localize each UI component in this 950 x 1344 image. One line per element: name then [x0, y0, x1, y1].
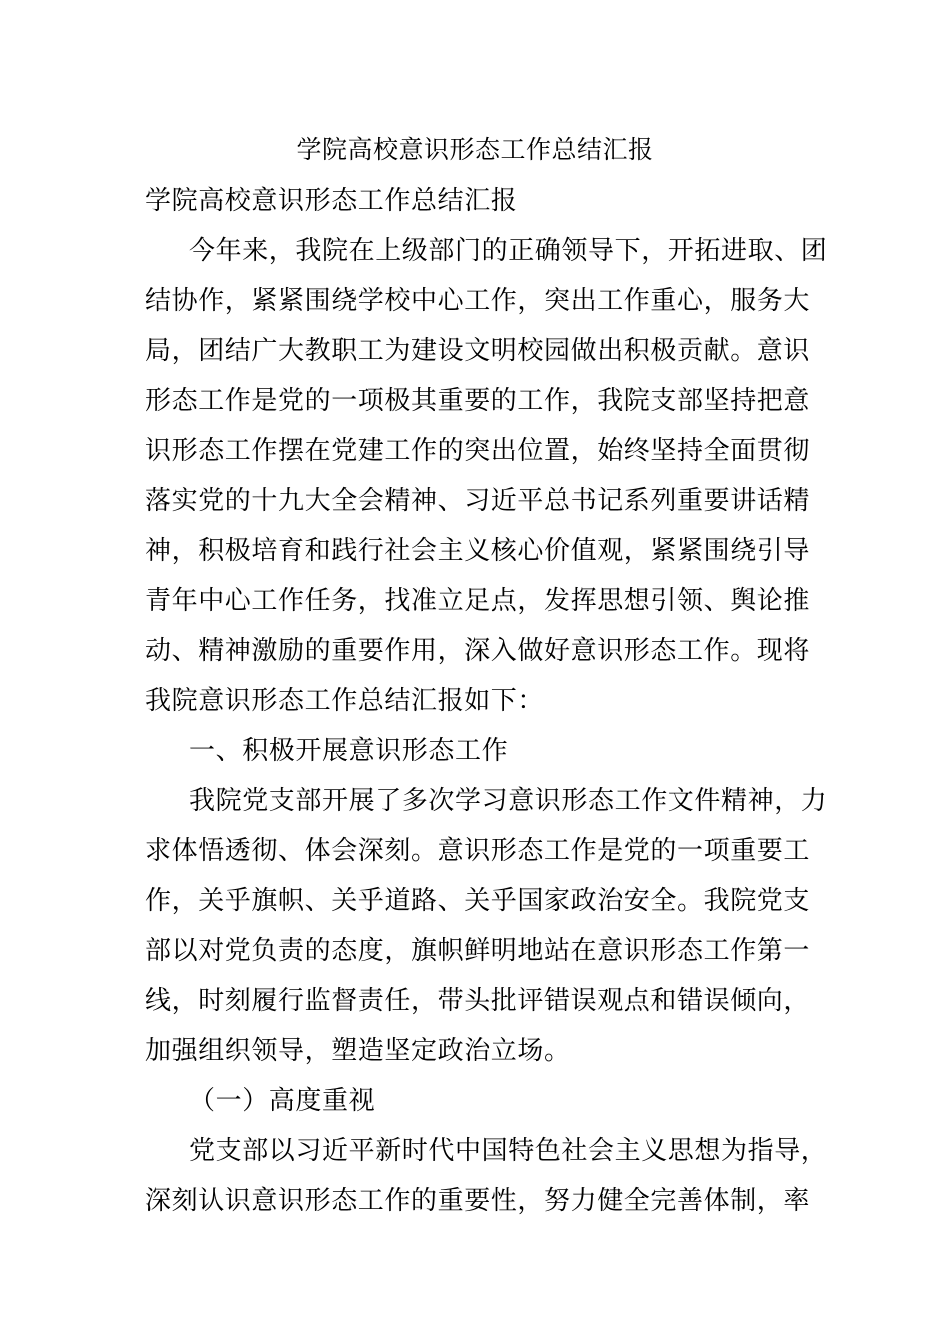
body-line: 神，积极培育和践行社会主义核心价值观，紧紧围绕引导	[145, 536, 811, 566]
body-line: 青年中心工作任务，找准立足点，发挥思想引领、舆论推	[145, 586, 811, 616]
body-line: 今年来，我院在上级部门的正确领导下，开拓进取、团	[189, 236, 828, 266]
document-title: 学院高校意识形态工作总结汇报	[296, 135, 654, 164]
body-line: 加强组织领导，塑造坚定政治立场。	[145, 1036, 571, 1066]
subsection-heading: （一）高度重视	[189, 1086, 376, 1116]
body-line: 求体悟透彻、体会深刻。意识形态工作是党的一项重要工	[145, 836, 811, 866]
body-line: 我院意识形态工作总结汇报如下：	[145, 686, 545, 716]
body-line: 结协作，紧紧围绕学校中心工作，突出工作重心，服务大	[145, 286, 811, 316]
body-line: 作，关乎旗帜、关乎道路、关乎国家政治安全。我院党支	[145, 886, 811, 916]
document-body	[145, 183, 828, 1233]
body-line: 线，时刻履行监督责任，带头批评错误观点和错误倾向，	[145, 986, 811, 1016]
body-line: 深刻认识意识形态工作的重要性，努力健全完善体制，率	[145, 1186, 811, 1216]
body-line: 形态工作是党的一项极其重要的工作，我院支部坚持把意	[145, 386, 811, 416]
body-line: 党支部以习近平新时代中国特色社会主义思想为指导，	[189, 1136, 828, 1166]
body-line: 学院高校意识形态工作总结汇报	[145, 186, 518, 216]
body-line: 识形态工作摆在党建工作的突出位置，始终坚持全面贯彻	[145, 436, 811, 466]
body-line: 局，团结广大教职工为建设文明校园做出积极贡献。意识	[145, 336, 811, 366]
body-line: 部以对党负责的态度，旗帜鲜明地站在意识形态工作第一	[145, 936, 811, 966]
section-heading: 一、积极开展意识形态工作	[189, 736, 509, 766]
body-line: 我院党支部开展了多次学习意识形态工作文件精神，力	[189, 786, 828, 816]
body-line: 动、精神激励的重要作用，深入做好意识形态工作。现将	[145, 636, 811, 666]
body-line: 落实党的十九大全会精神、习近平总书记系列重要讲话精	[145, 486, 811, 516]
